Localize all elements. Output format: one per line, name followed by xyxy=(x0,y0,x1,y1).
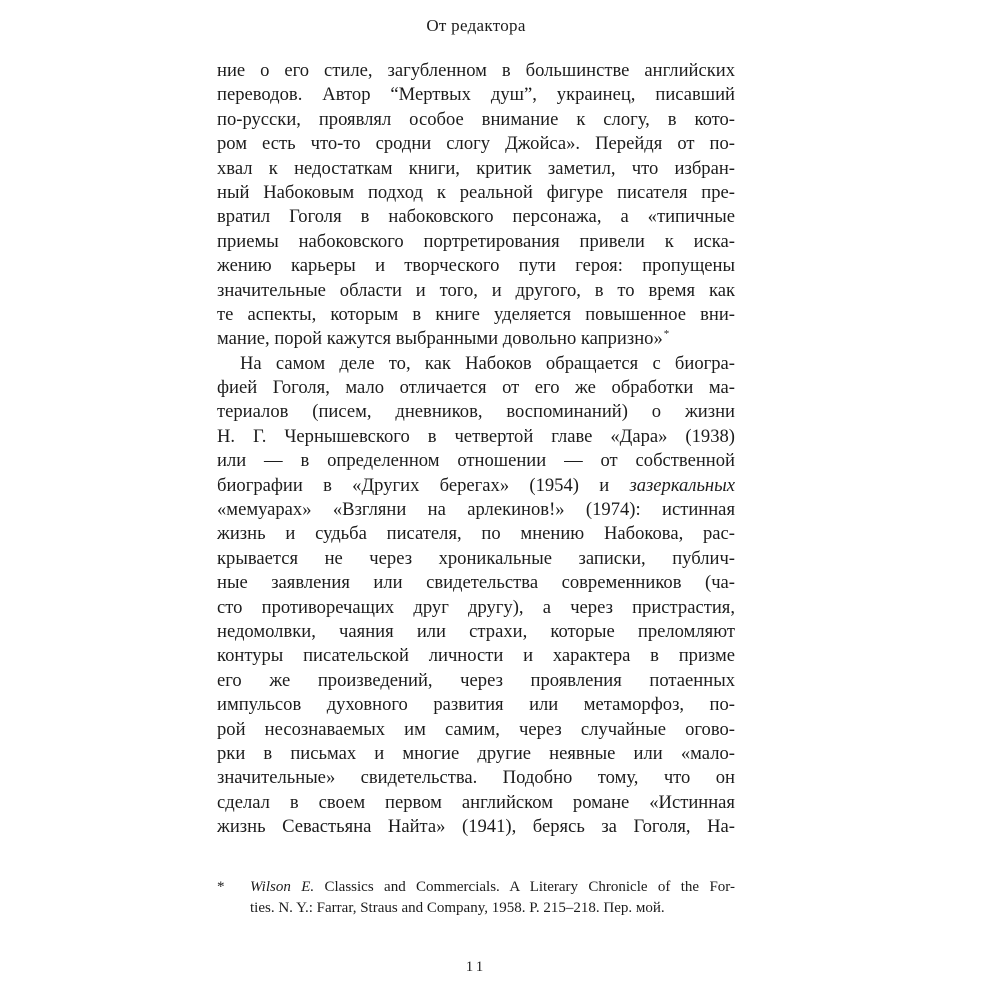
text-segment: На самом деле то, как Набоков обращается с биогра- xyxy=(240,352,735,374)
text-segment: его же произведений, через проявления потаенных xyxy=(217,669,735,691)
text-line xyxy=(217,376,735,400)
text-segment: хвал к недостаткам книги, критик заметил, что избран- xyxy=(217,157,735,179)
text-segment: жизнь Севастьяна Найта» (1941), берясь за Гоголя, На- xyxy=(217,816,735,838)
text-segment: недомолвки, чаяния или страхи, которые преломляют xyxy=(217,620,735,642)
text-segment: териалов (писем, дневников, воспоминаний) о жизни xyxy=(217,401,735,423)
text-segment: рой несознаваемых им самим, через случайные огово- xyxy=(217,718,735,740)
footnote-text xyxy=(217,877,735,919)
text-line xyxy=(217,83,735,107)
page-number: 11 xyxy=(465,959,487,975)
text-line xyxy=(217,620,735,644)
text-segment: зазеркальных xyxy=(629,474,735,496)
text-line xyxy=(217,230,735,254)
text-line xyxy=(217,669,735,693)
text-line xyxy=(217,522,735,546)
text-line xyxy=(217,108,735,132)
text-line xyxy=(217,449,735,473)
text-segment: значительные» свидетельства. Подобно тому, что он xyxy=(217,767,735,789)
text-line xyxy=(217,327,735,351)
text-segment: ties. N. Y.: Farrar, Straus and Company, 1958. P. 215–218. Пер. мой. xyxy=(250,900,665,916)
text-line xyxy=(217,425,735,449)
text-segment: ные заявления или свидетельства современников (ча- xyxy=(217,572,735,594)
text-line xyxy=(217,742,735,766)
text-segment: или — в определенном отношении — от собственной xyxy=(217,450,735,472)
text-line xyxy=(217,547,735,571)
text-segment: ром есть что-то сродни слогу Джойса». Перейдя от по- xyxy=(217,133,735,155)
text-line xyxy=(217,644,735,668)
text-segment: ный Набоковым подход к реальной фигуре писателя пре- xyxy=(217,181,735,203)
text-segment: Н. Г. Чернышевского в четвертой главе «Дара» (1938) xyxy=(217,425,735,447)
text-line xyxy=(217,157,735,181)
text-segment: приемы набоковского портретирования привели к иска- xyxy=(217,230,735,252)
text-line xyxy=(217,693,735,717)
text-segment: сто противоречащих друг другу), а через пристрастия, xyxy=(217,596,735,618)
text-line xyxy=(217,766,735,790)
footnote-mark: * xyxy=(217,879,225,895)
running-head: От редактора xyxy=(426,16,526,35)
text-segment: мание, порой кажутся выбранными довольно капризно» xyxy=(217,328,663,350)
footnote-line xyxy=(250,877,735,898)
text-segment: ние о его стиле, загубленном в большинстве английских xyxy=(217,60,735,81)
text-segment: крывается не через хроникальные записки, публич- xyxy=(217,547,735,569)
footnote xyxy=(217,877,735,919)
text-line xyxy=(217,352,735,376)
text-line xyxy=(217,205,735,229)
text-line xyxy=(217,181,735,205)
text-line xyxy=(217,571,735,595)
text-segment: рки в письмах и многие другие неявные или «мало- xyxy=(217,742,735,764)
text-segment: вратил Гоголя в набоковского персонажа, а «типичные xyxy=(217,206,735,228)
text-segment: сделал в своем первом английском романе «Истинная xyxy=(217,791,735,813)
text-segment: жению карьеры и творческого пути героя: пропущены xyxy=(217,255,735,277)
text-segment: биографии в «Других берегах» (1954) и xyxy=(217,474,630,496)
main-text xyxy=(217,59,735,840)
text-segment: Wilson E. xyxy=(250,879,315,895)
text-line xyxy=(217,400,735,424)
text-segment: «мемуарах» «Взгляни на арлекинов!» (1974): истинная xyxy=(217,499,735,521)
text-line xyxy=(217,132,735,156)
text-line xyxy=(217,303,735,327)
text-segment: жизнь и судьба писателя, по мнению Набокова, рас- xyxy=(217,523,735,545)
footnote-line xyxy=(250,898,735,919)
text-line xyxy=(217,791,735,815)
text-line xyxy=(217,279,735,303)
text-line xyxy=(217,59,735,83)
text-line xyxy=(217,474,735,498)
text-line xyxy=(217,254,735,278)
text-segment: значительные области и того, и другого, в то время как xyxy=(217,279,735,301)
text-segment: по-русски, проявлял особое внимание к слогу, в кото- xyxy=(217,108,735,130)
text-line xyxy=(217,718,735,742)
text-segment: фией Гоголя, мало отличается от его же обработки ма- xyxy=(217,377,735,399)
text-line xyxy=(217,498,735,522)
text-segment: контуры писательской личности и характера в призме xyxy=(217,645,735,667)
text-segment: Classics and Commercials. A Literary Chronicle of the For- xyxy=(314,879,735,895)
text-line xyxy=(217,596,735,620)
text-line xyxy=(217,815,735,839)
text-segment: импульсов духовного развития или метаморфоз, по- xyxy=(217,694,735,716)
text-segment: те аспекты, которым в книге уделяется повышенное вни- xyxy=(217,303,735,325)
footnote-reference: * xyxy=(663,328,670,341)
text-segment: переводов. Автор “Мертвых душ”, украинец, писавший xyxy=(217,84,735,106)
